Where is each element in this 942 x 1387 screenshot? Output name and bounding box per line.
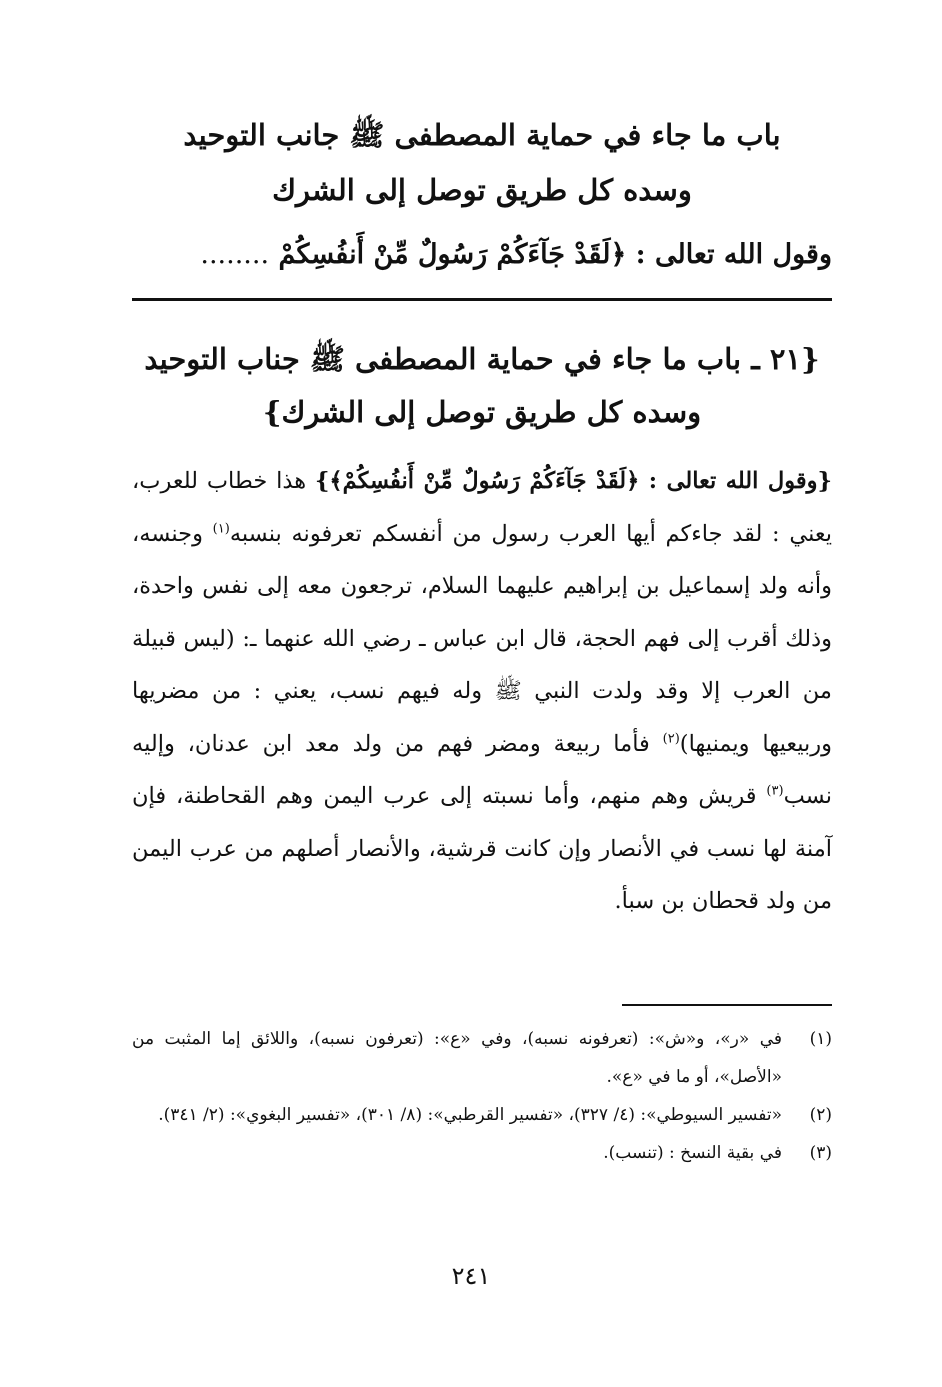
footnote-text: في «ر»، و«ش»: (تعرفونه نسبه)، وفي «ع»: (تعرفون نسبه)، واللائق إما المثبت من «الأصل»، أو ما في «ع». (132, 1029, 782, 1087)
header-verse-text: ﴿لَقَدْ جَآءَكُمْ رَسُولٌ مِّنْ أَنفُسِكُمْ (278, 239, 627, 270)
footnote (132, 1020, 832, 1096)
footnote-number: (٢) (809, 1105, 832, 1125)
footnote-ref-3: (٣) (766, 783, 784, 799)
header-title-line1: باب ما جاء في حماية المصطفى ﷺ جانب التوحيد (183, 118, 781, 152)
section-title-line1: {٢١ ـ باب ما جاء في حماية المصطفى ﷺ جناب التوحيد (144, 342, 820, 376)
body-text-b: وجنسه، وأنه ولد إسماعيل بن إبراهيم عليهما السلام، ترجعون معه إلى نفس واحدة، وذلك أقرب إلى فهم الحجة، قال ابن عباس ـ رضي الله عنهما ـ: (ليس قبيلة من العرب إلا وقد ولدت النبي ﷺ وله فيهم نسب، يعني : من مضريها وربيعيها ويمنيها) (132, 520, 833, 757)
header-title-line2: وسده كل طريق توصل إلى الشرك (272, 173, 692, 207)
section-title-line2: وسده كل طريق توصل إلى الشرك} (262, 395, 702, 429)
page-number: ٢٤١ (451, 1262, 491, 1290)
body-paragraph (132, 455, 832, 928)
header-verse-intro: وقول الله تعالى : (635, 239, 832, 270)
footnote-number: (١) (809, 1029, 832, 1049)
footnote-ref-1: (١) (212, 521, 230, 536)
header-verse-dots: ........ (200, 239, 270, 270)
footnote-text: «تفسير السيوطي»: (٤/ ٣٢٧)، «تفسير القرطبي»: (٨/ ٣٠١)، «تفسير البغوي»: (٢/ ٣٤١). (158, 1105, 782, 1125)
footnote-divider (622, 1004, 832, 1006)
body-verse-intro: {وقول الله تعالى : ﴿لَقَدْ جَآءَكُمْ رَسُولٌ مِّنْ أَنفُسِكُمْ﴾} (314, 468, 832, 494)
footnotes (132, 1020, 832, 1172)
body-text-d: قريش وهم منهم، وأما نسبته إلى عرب اليمن وهم القحاطنة، فإن آمنة لها نسب في الأنصار وإن كانت قرشية، والأنصار أصلهم من عرب اليمن من ولد قحطان بن سبأ. (132, 783, 832, 914)
header-divider (132, 298, 832, 301)
footnote-number: (٣) (809, 1143, 832, 1163)
section-title (132, 333, 832, 439)
body-text-a: هذا خطاب للعرب، يعني : لقد جاءكم أيها العرب رسول من أنفسكم تعرفونه بنسبه (132, 468, 832, 547)
footnote (132, 1096, 832, 1134)
body-text-c: فأما ربيعة ومضر فهم من ولد معد ابن عدنان، وإليه نسب (132, 730, 832, 809)
header-title (132, 108, 832, 218)
footnote (132, 1134, 832, 1172)
footnote-ref-2: (٢) (662, 731, 680, 746)
footnote-text: في بقية النسخ : (تنسب). (603, 1143, 782, 1163)
header-verse (132, 230, 832, 280)
